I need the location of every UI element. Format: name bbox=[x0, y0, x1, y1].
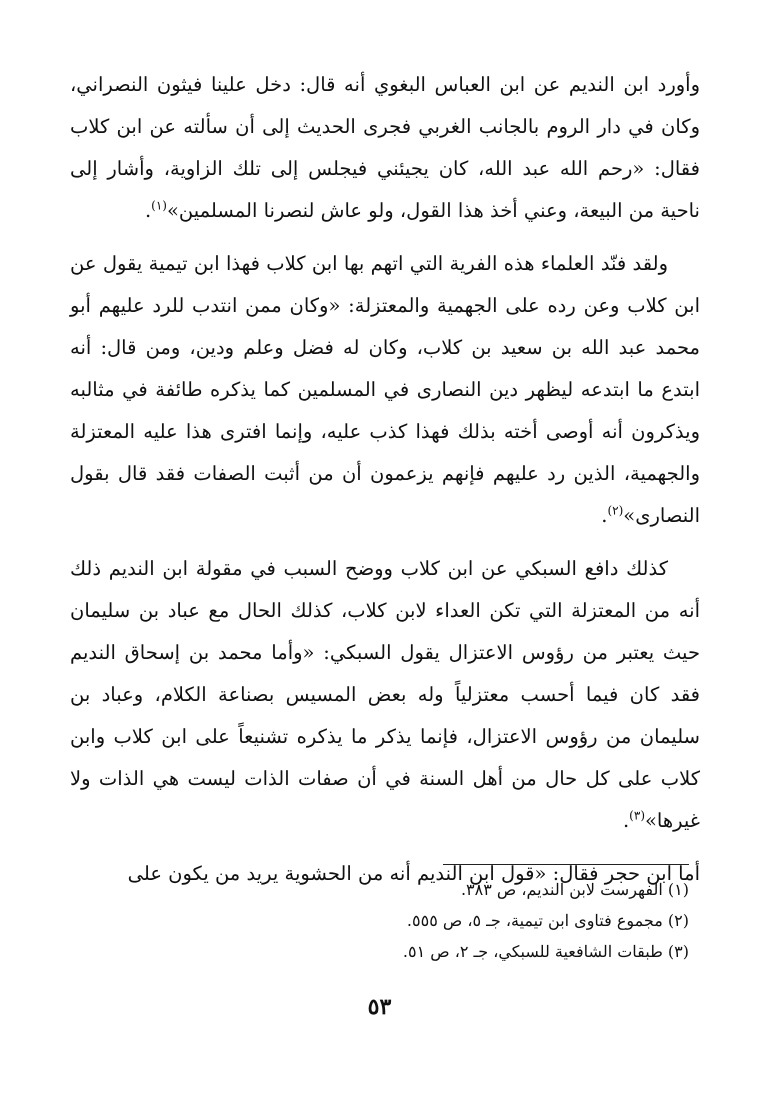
paragraph-3-end: . bbox=[622, 809, 630, 832]
footnote-marker-1: (١) bbox=[151, 198, 167, 213]
paragraph-1-text: وأورد ابن النديم عن ابن العباس البغوي أنه قال: دخل علينا فيثون النصراني، وكان في دار الروم بالجانب الغربي فجرى الحديث إلى أن سألته عن ابن كلاب فقال: «رحم الله عبد الله، كان يجيئني فيجلس إلى تلك الزاوية، وأشار إلى ناحية من البيعة، وعني أخذ هذا القول، ولو عاش لنصرنا المسلمين» bbox=[70, 73, 700, 222]
paragraph-3 bbox=[70, 548, 700, 842]
footnote-3: (٣) طبقات الشافعية للسبكي، جـ ٢، ص ٥١. bbox=[402, 942, 689, 961]
footnote-marker-2: (٢) bbox=[607, 503, 624, 518]
paragraph-2-text: ولقد فنّد العلماء هذه الفرية التي اتهم بها ابن كلاب فهذا ابن تيمية يقول عن ابن كلاب وعن رده على الجهمية والمعتزلة: «وكان ممن انتدب للرد عليهم أبو محمد عبد الله بن سعيد بن كلاب، وكان له فضل وعلم ودين، ومن قال: أنه ابتدع ما ابتدعه ليظهر دين النصارى في المسلمين كما يذكره طائفة في مثالبه ويذكرون أنه أوصى أخته بذلك فهذا كذب عليه، وإنما افترى هذا عليه المعتزلة والجهمية، الذين رد عليهم فإنهم يزعمون أن من أثبت الصفات فقد قال بقول النصارى» bbox=[70, 252, 700, 527]
page-number: ٥٣ bbox=[367, 994, 392, 1020]
paragraph-1 bbox=[70, 64, 700, 232]
footnote-1: (١) الفهرست لابن النديم، ص ٣٨٣. bbox=[460, 880, 689, 899]
paragraph-4-text: أما ابن حجر فقال: «قول ابن النديم أنه من الحشوية يريد من يكون على bbox=[127, 862, 700, 885]
page-body bbox=[70, 64, 700, 906]
footnote-2: (٢) مجموع فتاوى ابن تيمية، جـ ٥، ص ٥٥٥. bbox=[406, 911, 689, 930]
footnotes bbox=[59, 874, 689, 967]
footnote-divider bbox=[443, 864, 689, 865]
footnote-marker-3: (٣) bbox=[629, 808, 645, 823]
paragraph-3-text: كذلك دافع السبكي عن ابن كلاب ووضح السبب في مقولة ابن النديم ذلك أنه من المعتزلة التي تكن العداء لابن كلاب، كذلك الحال مع عباد بن سليمان حيث يعتبر من رؤوس الاعتزال يقول السبكي: «وأما محمد بن إسحاق النديم فقد كان فيما أحسب معتزلياً وله بعض المسيس بصناعة الكلام، وعباد بن سليمان من رؤوس الاعتزال، فإنما يذكر ما يذكره تشنيعاً على ابن كلاب وابن كلاب على كل حال من أهل السنة في أن صفات الذات ليست هي الذات ولا غيرها» bbox=[70, 557, 700, 832]
paragraph-2 bbox=[70, 243, 700, 537]
paragraph-1-end: . bbox=[144, 199, 152, 222]
paragraph-2-end: . bbox=[601, 504, 608, 527]
